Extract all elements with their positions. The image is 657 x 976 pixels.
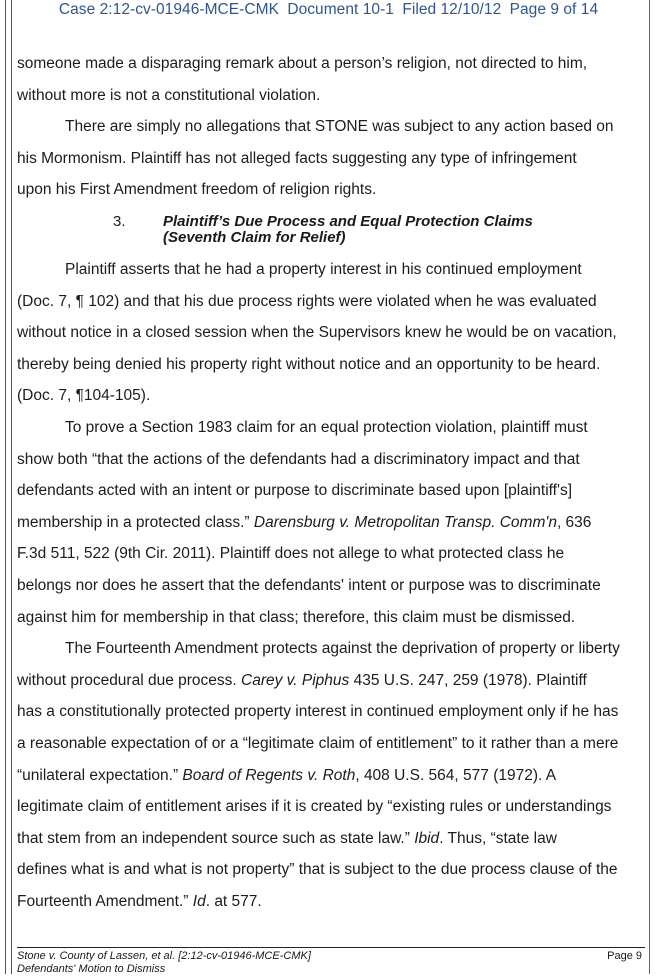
- text-line: show both “that the actions of the defendants had a discriminatory impact and that: [17, 450, 580, 468]
- text-line: without notice in a closed session when the Supervisors knew he would be on vacation,: [17, 324, 617, 342]
- text-line: thereby being denied his property right without notice and an opportunity to be heard.: [17, 355, 601, 373]
- text-line: There are simply no allegations that STONE was subject to any action based on: [65, 118, 614, 136]
- text-line: (Doc. 7, ¶104-105).: [17, 387, 151, 405]
- text-line: [17, 760, 649, 792]
- left-margin-rule: [5, 0, 12, 974]
- footer-motion-title: Defendants' Motion to Dismiss: [17, 963, 166, 975]
- text-line: against him for membership in that class; therefore, this claim must be dismissed.: [17, 608, 576, 626]
- text-line: [17, 823, 649, 855]
- page-count: Page 9 of 14: [509, 1, 599, 18]
- text-run: Fourteenth Amendment.”: [17, 892, 193, 910]
- right-margin-rule: [649, 0, 650, 974]
- body-text-top: [17, 48, 649, 206]
- case-citation: Id: [192, 892, 206, 910]
- text-line: has a constitutionally protected property interest in continued employment only if he has: [17, 703, 619, 721]
- text-run: “unilateral expectation.”: [17, 766, 183, 784]
- text-run: that stem from an independent source such as state law.”: [17, 829, 415, 847]
- text-line: Plaintiff asserts that he had a property interest in his continued employment: [65, 261, 582, 278]
- case-citation: Ibid: [414, 829, 440, 847]
- text-line: (Doc. 7, ¶ 102) and that his due process rights were violated when he was evaluated: [17, 292, 597, 310]
- text-line: a reasonable expectation of or a “legitimate claim of entitlement” to it rather than a mere: [17, 734, 619, 752]
- footer-page-number: Page 9: [607, 950, 642, 962]
- text-line: upon his First Amendment freedom of religion rights.: [17, 181, 377, 199]
- text-run: , 636: [556, 513, 592, 531]
- case-citation: Darensburg v. Metropolitan Transp. Comm'n: [253, 513, 557, 531]
- text-run: membership in a protected class.”: [17, 513, 254, 531]
- text-line: To prove a Section 1983 claim for an equal protection violation, plaintiff must: [65, 418, 588, 436]
- text-line: defendants acted with an intent or purpose to discriminate based upon [plaintiff's]: [17, 482, 572, 500]
- text-run: , 408 U.S. 564, 577 (1972). A: [355, 766, 557, 784]
- document-number: Document 10-1: [287, 1, 394, 18]
- text-line: someone made a disparaging remark about a person’s religion, not directed to him,: [17, 55, 588, 72]
- text-run: without procedural due process.: [17, 671, 242, 689]
- text-run: . at 577.: [205, 892, 262, 910]
- text-line: his Mormonism. Plaintiff has not alleged facts suggesting any type of infringement: [17, 149, 577, 167]
- text-line: [17, 886, 649, 918]
- text-line: The Fourteenth Amendment protects against the deprivation of property or liberty: [65, 640, 620, 658]
- text-line: belongs nor does he assert that the defendants' intent or purpose was to discriminate: [17, 576, 601, 594]
- text-line: F.3d 511, 522 (9th Cir. 2011). Plaintiff does not allege to what protected class he: [17, 545, 565, 563]
- text-line: without more is not a constitutional violation.: [17, 86, 321, 104]
- text-run: . Thus, “state law: [439, 829, 557, 847]
- case-citation: Board of Regents v. Roth: [182, 766, 356, 784]
- footer-divider: [17, 947, 645, 948]
- footer-case-caption: Stone v. County of Lassen, et al. [2:12-cv-01946-MCE-CMK]: [17, 950, 311, 962]
- section-subtitle: (Seventh Claim for Relief): [163, 229, 346, 246]
- section-title: Plaintiff’s Due Process and Equal Protection Claims: [163, 213, 533, 230]
- section-number: 3.: [113, 213, 126, 230]
- text-line: defines what is and what is not property” that is subject to the due process clause of the: [17, 861, 618, 879]
- body-text-main: [17, 254, 649, 917]
- text-line: [17, 665, 649, 697]
- case-citation: Carey v. Piphus: [241, 671, 350, 689]
- case-number: Case 2:12-cv-01946-MCE-CMK: [58, 1, 279, 18]
- filing-header: [0, 1, 657, 19]
- text-run: 435 U.S. 247, 259 (1978). Plaintiff: [349, 671, 587, 689]
- text-line: [17, 507, 649, 539]
- footer-caption: [17, 950, 311, 976]
- text-line: legitimate claim of entitlement arises if it is created by “existing rules or understandings: [17, 798, 612, 816]
- filed-date: Filed 12/10/12: [402, 1, 502, 18]
